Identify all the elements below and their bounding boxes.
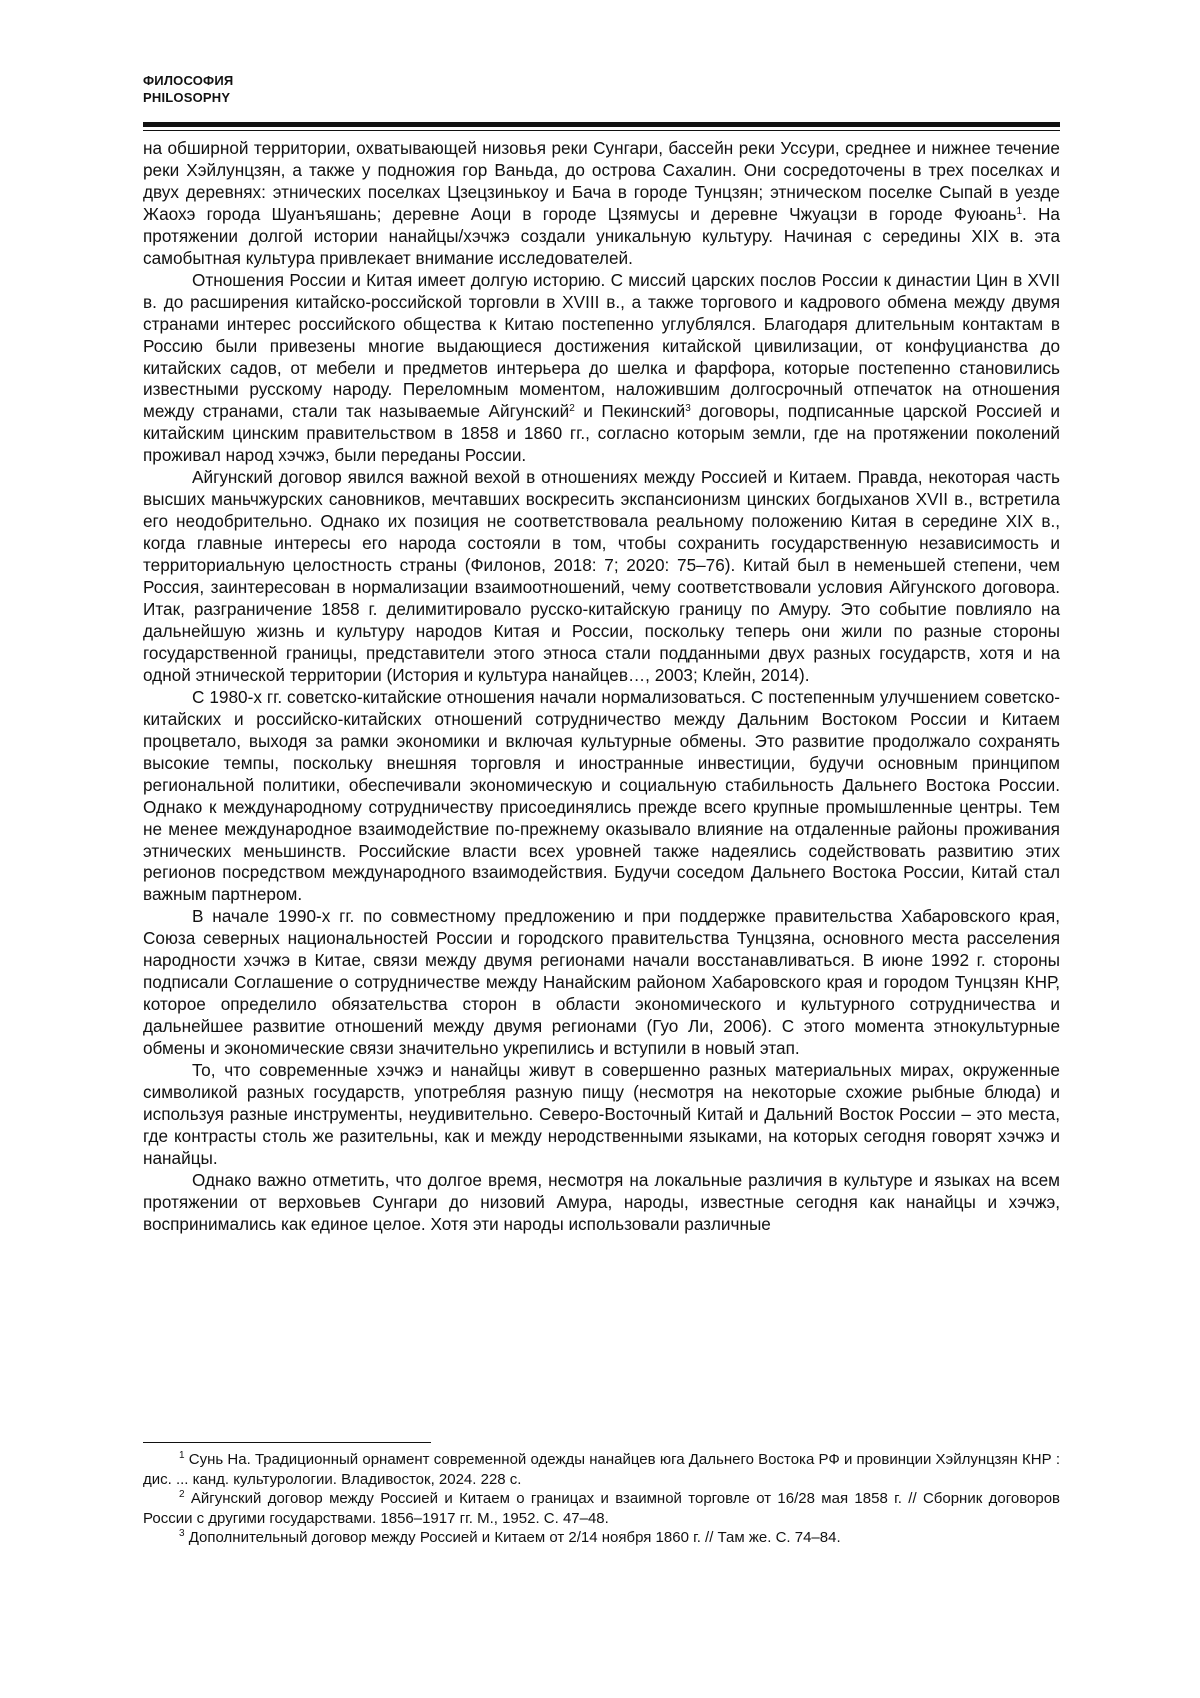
footnote-separator <box>143 1442 431 1443</box>
footnote-ref-1[interactable]: 1 <box>1016 205 1023 217</box>
footnotes <box>143 1450 1060 1548</box>
section-title-en: PHILOSOPHY <box>143 90 231 105</box>
footnote-ref-2[interactable]: 2 <box>569 403 575 415</box>
journal-section-header <box>143 72 233 106</box>
footnote-number: 3 <box>179 1528 185 1539</box>
article-body <box>143 138 1060 1236</box>
paragraph-5: В начале 1990-х гг. по совместному предложению и при поддержке правительства Хабаровского края, Союза северных национальностей России и городского правительства Тунцзяна, основного места расселения народности хэчжэ в Китае, связи между двумя регионами начали восстанавливаться. В июне 1992 г. стороны подписали Соглашение о сотрудничестве между Нанайским районом Хабаровского края и городом Тунцзян КНР, которое определило обязательства сторон в области экономического и культурного сотрудничества и дальнейшее развитие отношений между двумя регионами (Гуо Ли, 2006). С этого момента этнокультурные обмены и экономические связи значительно укрепились и вступили в новый этап. <box>143 906 1060 1059</box>
paragraph-3: Айгунский договор явился важной вехой в отношениях между Россией и Китаем. Правда, некоторая часть высших маньчжурских сановников, мечтавших воскресить экспансионизм цинских богдыханов XVII в., встретила его неодобрительно. Однако их позиция не соответствовала реальному положению Китая в середине XIX в., когда главные интересы его народа состояли в том, чтобы сохранить государственную независимость и территориальную целостность страны (Филонов, 2018: 7; 2020: 75–76). Китай был в неменьшей степени, чем Россия, заинтересован в нормализации взаимоотношений, чему соответствовали условия Айгунского договора. Итак, разграничение 1858 г. делимитировало русско-китайскую границу по Амуру. Это событие повлияло на дальнейшую жизнь и культуру народов Китая и России, поскольку теперь они жили по разные стороны государственной границы, представители этого этноса стали подданными двух разных государств, хотя и на одной этнической территории (История и культура нанайцев…, 2003; Клейн, 2014). <box>143 467 1060 685</box>
paragraph-7: Однако важно отметить, что долгое время, несмотря на локальные различия в культуре и языках на всем протяжении от верховьев Сунгари до низовий Амура, народы, известные сегодня как нанайцы и хэчжэ, воспринимались как единое целое. Хотя эти народы использовали различные <box>143 1169 1060 1234</box>
footnote-3: $^3$ Дополнительный договор между Россией и Китаем от 2/14 ноября 1860 г. // Там же. С. 74–84. <box>179 1528 841 1546</box>
footnote-number: 2 <box>179 1489 185 1500</box>
footnote-2: $^2$ Айгунский договор между Россией и Китаем о границах и взаимной торговле от 16/28 мая 1858 г. // Сборник договоров России с другими государствами. 1856–1917 гг. М., 1952. С. 47–48. <box>143 1489 1060 1527</box>
header-rule-thin <box>143 130 1060 131</box>
section-title-ru: ФИЛОСОФИЯ <box>143 73 234 88</box>
footnote-number: 1 <box>179 1450 185 1461</box>
paragraph-4: С 1980-х гг. советско-китайские отношения начали нормализоваться. С постепенным улучшением советско-китайских и российско-китайских отношений сотрудничество между Дальним Востоком России и Китаем процветало, выходя за рамки экономики и включая культурные обмены. Это развитие продолжало сохранять высокие темпы, поскольку внешняя торговля и иностранные инвестиции, будучи основным принципом региональной политики, обеспечивали экономическую и социальную стабильность Дальнего Востока России. Однако к международному сотрудничеству присоединялись прежде всего крупные промышленные центры. Тем не менее международное взаимодействие по-прежнему оказывало влияние на отдаленные районы проживания этнических меньшинств. Российские власти всех уровней также надеялись содействовать развитию этих регионов посредством международного взаимодействия. Будучи соседом Дальнего Востока России, Китай стал важным партнером. <box>143 686 1060 905</box>
paragraph-1: на обширной территории, охватывающей низовья реки Сунгари, бассейн реки Уссури, среднее и нижнее течение реки Хэйлунцзян, а также у подножия гор Ваньда, до острова Сахалин. Они сосредоточены в трех поселках и двух деревнях: этнических поселках Цзецзинькоу и Бача в городе Тунцзян; этническом поселке Сыпай в уезде Жаохэ города Шуанъяшань; деревне Аоци в городе Цзямусы и деревне Чжуацзи в городе Фуюань$^1$. На протяжении долгой истории нанайцы/хэчжэ создали уникальную культуру. Начиная с середины XIX в. эта самобытная культура привлекает внимание исследователей. <box>143 138 1060 268</box>
footnote-1: $^1$ Сунь На. Традиционный орнамент современной одежды нанайцев юга Дальнего Востока РФ и провинции Хэйлунцзян КНР : дис. ... канд. культурологии. Владивосток, 2024. 228 с. <box>143 1450 1060 1488</box>
paragraph-2: Отношения России и Китая имеет долгую историю. С миссий царских послов России к династии Цин в XVII в. до расширения китайско-российской торговли в XVIII в., а также торгового и кадрового обмена между двумя странами интерес российского общества к Китаю постепенно углублялся. Благодаря длительным контактам в Россию были привезены многие выдающиеся достижения китайской цивилизации, от конфуцианства до китайских садов, от мебели и предметов интерьера до шелка и фарфора, которые постепенно становились известными русскому народу. Переломным моментом, наложившим долгосрочный отпечаток на отношения между странами, стали так называемые Айгунский$^2$ и Пекинский$^3$ договоры, подписанные царской Россией и китайским цинским правительством в 1858 и 1860 гг., согласно которым земли, где на протяжении поколений проживал народ хэчжэ, были переданы России. <box>143 269 1060 466</box>
header-rule-thick <box>143 122 1060 127</box>
paragraph-6: То, что современные хэчжэ и нанайцы живут в совершенно разных материальных мирах, окруженные символикой разных государств, употребляя разную пищу (несмотря на некоторые схожие рыбные блюда) и используя разные инструменты, неудивительно. Северо-Восточный Китай и Дальний Восток России – это места, где контрасты столь же разительны, как и между неродственными языками, на которых сегодня говорят хэчжэ и нанайцы. <box>143 1060 1060 1168</box>
footnote-ref-3[interactable]: 3 <box>685 403 691 415</box>
